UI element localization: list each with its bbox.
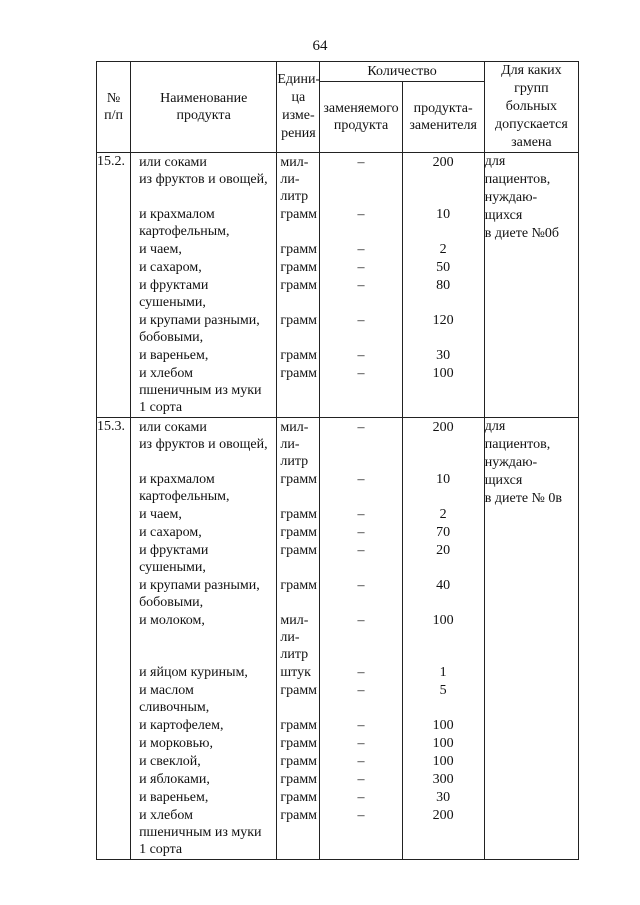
unit-of-measure: грамм xyxy=(280,348,318,363)
unit-of-measure: грамм xyxy=(280,207,318,222)
unit-of-measure: грамм xyxy=(280,808,318,823)
product-name: и морковью, xyxy=(139,736,213,751)
unit-of-measure: грамм xyxy=(280,472,318,487)
product-name: и вареньем, xyxy=(139,348,209,363)
header-patient-groups: Для каких групп больных допускается замена xyxy=(484,62,578,153)
header-number: № п/п xyxy=(97,62,131,153)
replaced-quantity: – xyxy=(357,507,365,522)
substitution-table xyxy=(96,61,579,860)
replaced-quantity-column xyxy=(320,418,402,860)
replaced-quantity: – xyxy=(357,242,365,257)
product-name: и хлебом пшеничным из муки 1 сорта xyxy=(139,808,262,857)
replaced-quantity: – xyxy=(357,754,365,769)
replaced-quantity: – xyxy=(357,420,365,435)
replaced-quantity: – xyxy=(357,790,365,805)
unit-of-measure-column xyxy=(277,418,320,860)
header-unit: Едини- ца изме- рения xyxy=(277,62,320,153)
unit-of-measure: грамм xyxy=(280,525,318,540)
replaced-quantity: – xyxy=(357,207,365,222)
product-name: и молоком, xyxy=(139,613,205,628)
product-name: и яйцом куриным, xyxy=(139,665,248,680)
replaced-quantity: – xyxy=(357,665,365,680)
page-number: 64 xyxy=(312,38,328,54)
substitute-quantity: 200 xyxy=(432,808,454,823)
substitute-quantity: 30 xyxy=(436,348,451,363)
substitute-quantity: 100 xyxy=(432,613,454,628)
product-name: и чаем, xyxy=(139,242,182,257)
product-name: или соками из фруктов и овощей, xyxy=(139,420,268,452)
substitute-quantity: 80 xyxy=(436,278,451,293)
section-number: 15.2. xyxy=(97,153,131,418)
replaced-quantity: – xyxy=(357,313,365,328)
product-name: и крахмалом картофельным, xyxy=(139,472,230,504)
replaced-quantity: – xyxy=(357,543,365,558)
substitute-quantity: 200 xyxy=(432,420,454,435)
replaced-quantity: – xyxy=(357,348,365,363)
substitute-quantity: 5 xyxy=(439,683,447,698)
unit-of-measure: грамм xyxy=(280,543,318,558)
unit-of-measure: мил- ли- литр xyxy=(280,420,309,469)
substitute-quantity: 40 xyxy=(436,578,451,593)
product-name: и сахаром, xyxy=(139,260,202,275)
section-row xyxy=(97,153,579,418)
product-name-column xyxy=(131,418,277,860)
product-name: и свеклой, xyxy=(139,754,201,769)
product-name: или соками из фруктов и овощей, xyxy=(139,155,268,187)
replaced-quantity: – xyxy=(357,155,365,170)
unit-of-measure: мил- ли- литр xyxy=(280,613,309,662)
substitute-quantity: 10 xyxy=(436,207,451,222)
replaced-quantity: – xyxy=(357,736,365,751)
substitute-quantity: 30 xyxy=(436,790,451,805)
header-product-name: Наименование продукта xyxy=(131,62,277,153)
substitute-quantity: 50 xyxy=(436,260,451,275)
unit-of-measure: грамм xyxy=(280,683,318,698)
unit-of-measure-column xyxy=(277,153,320,418)
product-name: и яблоками, xyxy=(139,772,210,787)
product-name: и чаем, xyxy=(139,507,182,522)
product-name: и фруктами сушеными, xyxy=(139,278,209,310)
header-replaced-product: заменяемого продукта xyxy=(320,82,402,153)
product-name: и картофелем, xyxy=(139,718,224,733)
unit-of-measure: грамм xyxy=(280,366,318,381)
substitute-quantity: 70 xyxy=(436,525,451,540)
unit-of-measure: грамм xyxy=(280,313,318,328)
unit-of-measure: грамм xyxy=(280,578,318,593)
substitute-quantity: 100 xyxy=(432,754,454,769)
unit-of-measure: мил- ли- литр xyxy=(280,155,309,204)
section-number: 15.3. xyxy=(97,418,131,860)
product-name-column xyxy=(131,153,277,418)
product-name: и крахмалом картофельным, xyxy=(139,207,230,239)
replaced-quantity: – xyxy=(357,366,365,381)
replaced-quantity: – xyxy=(357,613,365,628)
replaced-quantity: – xyxy=(357,578,365,593)
substitute-quantity: 100 xyxy=(432,736,454,751)
replaced-quantity: – xyxy=(357,808,365,823)
substitute-quantity: 10 xyxy=(436,472,451,487)
replaced-quantity: – xyxy=(357,772,365,787)
patient-group-note: для пациентов, нуждаю- щихся в диете №0б xyxy=(484,153,578,418)
substitute-quantity: 200 xyxy=(432,155,454,170)
replaced-quantity-column xyxy=(320,153,402,418)
unit-of-measure: грамм xyxy=(280,242,318,257)
product-name: и маслом сливочным, xyxy=(139,683,210,715)
unit-of-measure: грамм xyxy=(280,790,318,805)
substitute-quantity-column xyxy=(402,153,484,418)
product-name: и сахаром, xyxy=(139,525,202,540)
product-name: и вареньем, xyxy=(139,790,209,805)
substitute-quantity-column xyxy=(402,418,484,860)
substitute-quantity: 2 xyxy=(439,242,447,257)
replaced-quantity: – xyxy=(357,278,365,293)
unit-of-measure: грамм xyxy=(280,260,318,275)
replaced-quantity: – xyxy=(357,260,365,275)
table-header xyxy=(97,62,579,153)
unit-of-measure: грамм xyxy=(280,772,318,787)
section-row xyxy=(97,418,579,860)
replaced-quantity: – xyxy=(357,718,365,733)
replaced-quantity: – xyxy=(357,525,365,540)
unit-of-measure: грамм xyxy=(280,278,318,293)
patient-group-note: для пациентов, нуждаю- щихся в диете № 0в xyxy=(484,418,578,860)
unit-of-measure: грамм xyxy=(280,718,318,733)
header-quantity: Количество xyxy=(320,62,484,82)
replaced-quantity: – xyxy=(357,683,365,698)
substitute-quantity: 2 xyxy=(439,507,447,522)
substitute-quantity: 100 xyxy=(432,718,454,733)
substitute-quantity: 1 xyxy=(439,665,447,680)
unit-of-measure: штук xyxy=(280,665,311,680)
header-substitute-product: продукта- заменителя xyxy=(402,82,484,153)
unit-of-measure: грамм xyxy=(280,736,318,751)
unit-of-measure: грамм xyxy=(280,507,318,522)
table-body xyxy=(97,153,579,860)
product-name: и крупами разными, бобовыми, xyxy=(139,313,260,345)
product-name: и фруктами сушеными, xyxy=(139,543,209,575)
substitute-quantity: 100 xyxy=(432,366,454,381)
substitute-quantity: 300 xyxy=(432,772,454,787)
substitute-quantity: 20 xyxy=(436,543,451,558)
product-name: и хлебом пшеничным из муки 1 сорта xyxy=(139,366,262,415)
replaced-quantity: – xyxy=(357,472,365,487)
substitute-quantity: 120 xyxy=(432,313,454,328)
unit-of-measure: грамм xyxy=(280,754,318,769)
product-name: и крупами разными, бобовыми, xyxy=(139,578,260,610)
